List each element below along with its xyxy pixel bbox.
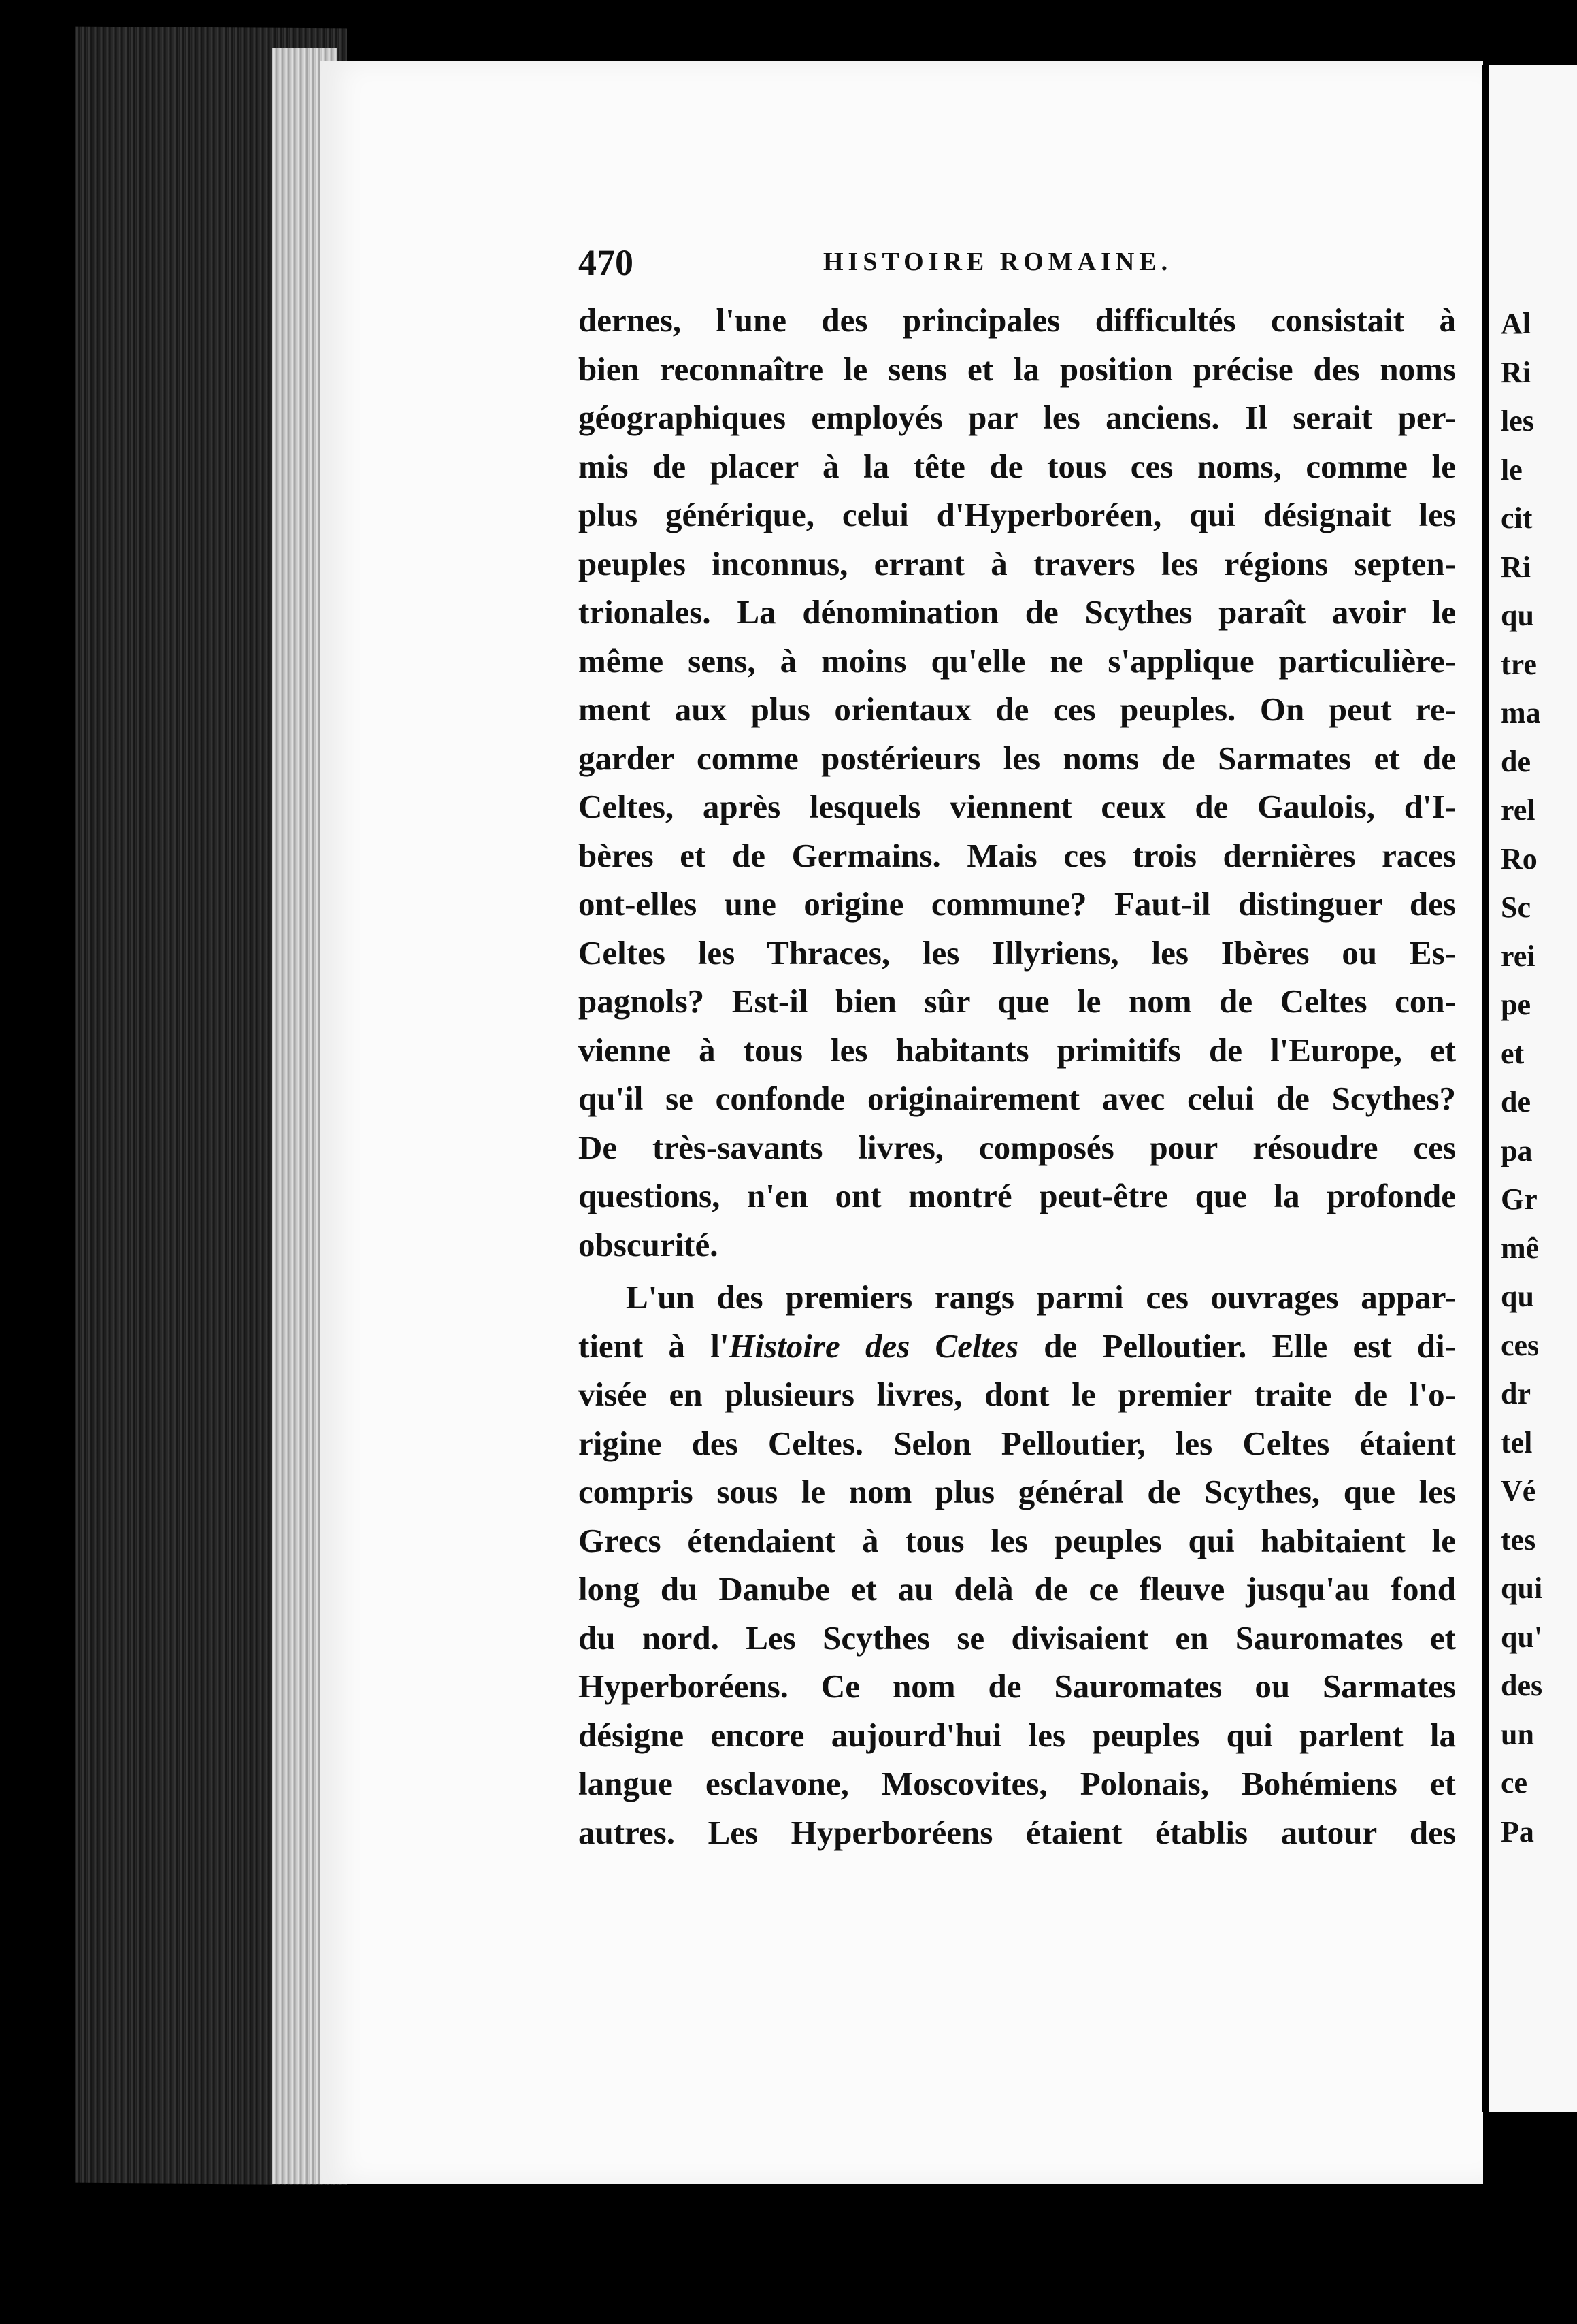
next-page-text-fragment: Pa (1501, 1814, 1534, 1848)
next-page-text-fragment: un (1501, 1717, 1534, 1751)
next-page-text-fragment: Ro (1501, 842, 1538, 876)
text-fragment: tient à l' (578, 1327, 729, 1365)
next-page-text-fragment: rel (1501, 793, 1536, 827)
text-line: compris sous le nom plus général de Scythes, que les (578, 1473, 1456, 1510)
next-page-text-fragment: des (1501, 1669, 1543, 1702)
text-line: mis de placer à la tête de tous ces noms, comme le (578, 447, 1456, 485)
text-line: langue esclavone, Moscovites, Polonais, Bohémiens et (578, 1765, 1456, 1802)
text-line: vienne à tous les habitants primitifs de l'Europe, et (578, 1031, 1456, 1069)
next-page-lines (1489, 299, 1542, 1856)
text-line: autres. Les Hyperboréens étaient établis autour des (578, 1813, 1456, 1851)
next-page-text-fragment: pa (1501, 1133, 1533, 1167)
text-line: ont-elles une origine commune? Faut-il distinguer des (578, 885, 1456, 923)
next-page-text-fragment: pe (1501, 988, 1531, 1021)
text-line: qu'il se confonde originairement avec celui de Scythes? (578, 1080, 1456, 1117)
next-page-text-fragment: qu (1501, 1280, 1534, 1313)
next-page-text-fragment: dr (1501, 1377, 1531, 1410)
next-page-text-fragment: rei (1501, 939, 1536, 973)
book-title-italic: Histoire des Celtes (729, 1327, 1019, 1365)
next-page-text-fragment: qu' (1501, 1620, 1543, 1654)
next-page-text-fragment: Sc (1501, 891, 1531, 924)
paragraph-2 (578, 1273, 1456, 1857)
text-line: long du Danube et au delà de ce fleuve jusqu'au fond (578, 1570, 1456, 1608)
next-page-text-fragment: Ri (1501, 355, 1531, 389)
text-line: L'un des premiers rangs parmi ces ouvrages appar- (626, 1278, 1456, 1316)
next-page-text-fragment: Vé (1501, 1474, 1536, 1508)
next-page-text-fragment: tre (1501, 647, 1537, 681)
text-line: Grecs étendaient à tous les peuples qui habitaient le (578, 1521, 1456, 1559)
next-page-text-fragment: cit (1501, 501, 1533, 535)
next-page-text-fragment: mê (1501, 1231, 1540, 1265)
text-line: visée en plusieurs livres, dont le premier traite de l'o- (578, 1376, 1456, 1413)
text-line: désigne encore aujourd'hui les peuples qui parlent la (578, 1716, 1456, 1754)
text-line: bien reconnaître le sens et la position précise des noms (578, 350, 1456, 388)
text-line: obscurité. (578, 1225, 718, 1263)
next-page-text-fragment: et (1501, 1036, 1525, 1070)
running-head: HISTOIRE ROMAINE. (823, 248, 1173, 276)
next-page-text-fragment: qu (1501, 599, 1534, 632)
next-page-text-fragment: qui (1501, 1572, 1543, 1605)
page-header (578, 242, 1456, 289)
text-line: pagnols? Est-il bien sûr que le nom de Celtes con- (578, 982, 1456, 1020)
next-page-text-fragment: Gr (1501, 1182, 1538, 1216)
next-page-text-fragment: le (1501, 452, 1523, 486)
text-line: plus générique, celui d'Hyperboréen, qui désignait les (578, 496, 1456, 533)
text-line: Hyperboréens. Ce nom de Sauromates ou Sarmates (578, 1667, 1456, 1705)
next-page-text-fragment: Ri (1501, 550, 1531, 584)
text-line: géographiques employés par les anciens. Il serait per- (578, 399, 1456, 436)
next-page-fragment (1489, 65, 1577, 2112)
text-fragment: de Pelloutier. Elle est di- (1018, 1327, 1456, 1365)
next-page-text-fragment: les (1501, 404, 1534, 437)
text-line: garder comme postérieurs les noms de Sarmates et de (578, 739, 1456, 777)
text-line: même sens, à moins qu'elle ne s'applique particulière- (578, 642, 1456, 680)
text-line: rigine des Celtes. Selon Pelloutier, les Celtes étaient (578, 1424, 1456, 1462)
text-line: questions, n'en ont montré peut-être que la profonde (578, 1177, 1456, 1214)
body-text (578, 296, 1456, 1857)
next-page-text-fragment: ma (1501, 696, 1541, 729)
next-page-text-fragment: tel (1501, 1425, 1533, 1459)
text-line: De très-savants livres, composés pour résoudre ces (578, 1128, 1456, 1166)
text-line: Celtes, après lesquels viennent ceux de Gaulois, d'I- (578, 788, 1456, 825)
text-line: peuples inconnus, errant à travers les régions septen- (578, 544, 1456, 582)
text-line: bères et de Germains. Mais ces trois dernières races (578, 836, 1456, 874)
next-page-text-fragment: de (1501, 744, 1531, 778)
text-line (578, 1322, 1456, 1371)
next-page-text-fragment: de (1501, 1085, 1531, 1118)
text-line: trionales. La dénomination de Scythes paraît avoir le (578, 593, 1456, 631)
text-line: ment aux plus orientaux de ces peuples. On peut re- (578, 691, 1456, 728)
page-number: 470 (578, 242, 633, 283)
paragraph-1 (578, 296, 1456, 1269)
text-line: dernes, l'une des principales difficultés consistait à (578, 301, 1456, 339)
next-page-text-fragment: ces (1501, 1328, 1540, 1362)
text-line: Celtes les Thraces, les Illyriens, les Ibères ou Es- (578, 933, 1456, 972)
text-line: du nord. Les Scythes se divisaient en Sauromates et (578, 1618, 1456, 1657)
next-page-text-fragment: tes (1501, 1523, 1536, 1557)
next-page-text-fragment: ce (1501, 1766, 1528, 1799)
next-page-text-fragment: Al (1501, 307, 1531, 340)
